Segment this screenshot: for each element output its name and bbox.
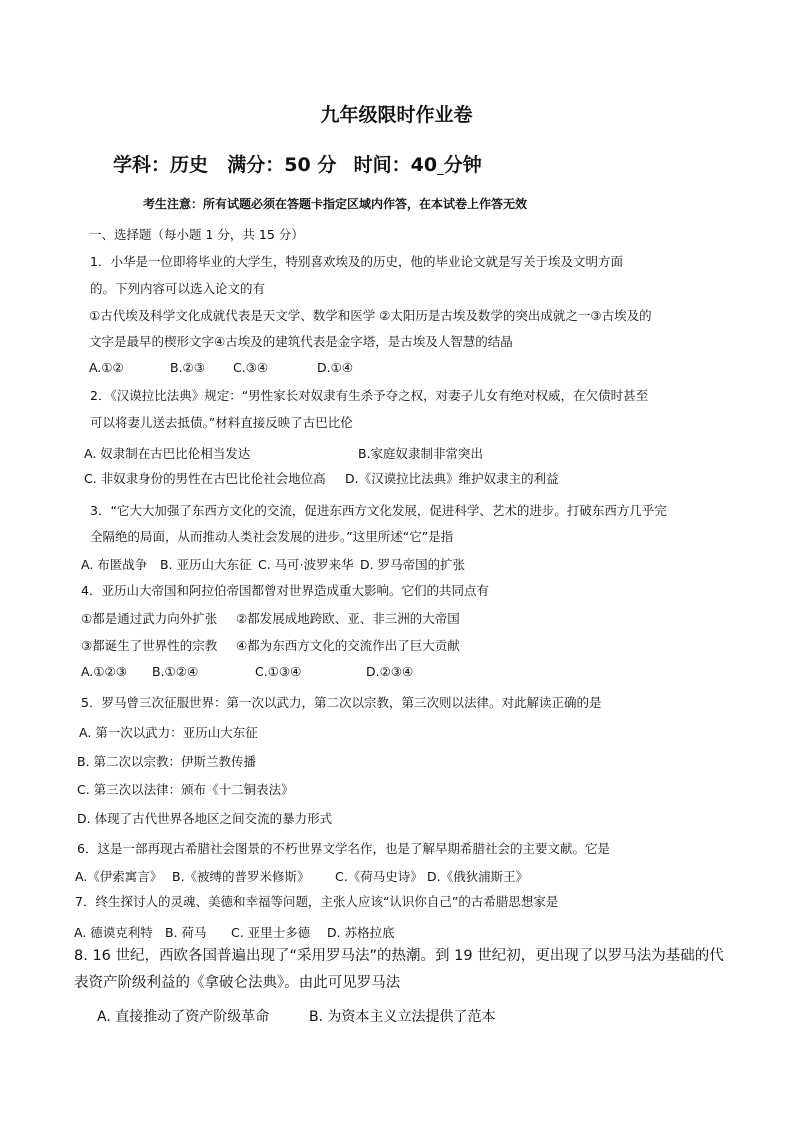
option-b[interactable]: B.①②④ (152, 664, 199, 679)
score-value: 50 (284, 154, 311, 176)
option-a[interactable]: A. 奴隶制在古巴比伦相当发达 (84, 446, 251, 461)
question-stem: 7．终生探讨人的灵魂、美德和幸福等问题，主张人应该“认识你自己”的古希腊思想家是 (75, 894, 559, 909)
option-c[interactable]: C.③④ (233, 360, 269, 375)
page-title: 九年级限时作业卷 (320, 104, 473, 126)
question-stem: 1．小华是一位即将毕业的大学生，特别喜欢埃及的历史，他的毕业论文就是写关于埃及文明方面 (90, 254, 623, 269)
time-value: 40 (410, 154, 438, 176)
option-b[interactable]: B. 亚历山大东征 (160, 557, 252, 572)
question-stem: 8. 16 世纪，西欧各国普遍出现了“采用罗马法”的热潮。到 19 世纪初，更出现了以罗马法为基础的代 (74, 948, 724, 964)
exam-notice: 考生注意：所有试题必须在答题卡指定区域内作答，在本试卷上作答无效 (143, 197, 528, 211)
score-unit: 分 (317, 154, 337, 176)
statement: ①都是通过武力向外扩张 (81, 611, 218, 626)
question-stem: 3．“它大大加强了东西方文化的交流，促进东西方文化发展，促进科学、艺术的进步。打破东西方几乎完 (90, 503, 667, 518)
statement: 文字是最早的楔形文字④古埃及的建筑代表是金字塔，是古埃及人智慧的结晶 (89, 334, 513, 349)
statement: ④都为东西方文化的交流作出了巨大贡献 (236, 638, 460, 653)
option-c[interactable]: C. 亚里士多德 (231, 925, 311, 940)
option-d[interactable]: D.《汉谟拉比法典》维护奴隶主的利益 (345, 471, 559, 486)
option-a[interactable]: A. 德谟克利特 (74, 925, 153, 940)
question-stem: 表资产阶级利益的《拿破仑法典》。由此可见罗马法 (74, 975, 401, 991)
option-d[interactable]: D. 体现了古代世界各地区之间交流的暴力形式 (77, 811, 333, 826)
option-a[interactable]: A. 直接推动了资产阶级革命 (97, 1009, 270, 1025)
question-stem: 2．《汉谟拉比法典》规定：“男性家长对奴隶有生杀予夺之权，对妻子儿女有绝对权威，在欠债时甚至 (90, 388, 649, 403)
statement: ②都发展成地跨欧、亚、非三洲的大帝国 (236, 611, 460, 626)
section-heading: 一、选择题（每小题 1 分，共 15 分） (89, 227, 304, 242)
time-unit: 分钟 (443, 154, 482, 176)
option-d[interactable]: D.《俄狄浦斯王》 (427, 869, 529, 884)
option-a[interactable]: A. 第一次以武力：亚历山大东征 (79, 725, 258, 740)
question-stem: 的。下列内容可以选入论文的有 (90, 281, 266, 296)
option-d[interactable]: D. 罗马帝国的扩张 (360, 557, 466, 572)
option-d[interactable]: D. 苏格拉底 (327, 925, 395, 940)
question-stem: 5．罗马曾三次征服世界：第一次以武力，第二次以宗教，第三次则以法律。对此解读正确的是 (81, 695, 602, 710)
question-stem: 4．亚历山大帝国和阿拉伯帝国都曾对世界造成重大影响。它们的共同点有 (81, 583, 489, 598)
statement: ③都诞生了世界性的宗教 (81, 638, 218, 653)
option-a[interactable]: A. 布匿战争 (81, 557, 148, 572)
option-b[interactable]: B.家庭奴隶制非常突出 (358, 446, 484, 461)
subject-label: 学科：历史 (113, 154, 209, 176)
score-label: 满分： (227, 154, 285, 176)
time-label: 时间： (353, 154, 411, 176)
option-c[interactable]: C.《荷马史诗》 (335, 869, 423, 884)
option-c[interactable]: C.①③④ (255, 664, 302, 679)
statement: ①古代埃及科学文化成就代表是天文学、数学和医学 ②太阳历是古埃及数学的突出成就之一③古埃及的 (89, 308, 652, 323)
option-a[interactable]: A.①② (89, 360, 124, 375)
option-b[interactable]: B. 第二次以宗教：伊斯兰教传播 (77, 754, 257, 769)
question-stem: 6．这是一部再现古希腊社会图景的不朽世界文学名作，也是了解早期希腊社会的主要文献。它是 (77, 841, 610, 856)
question-stem: 全隔绝的局面，从而推动人类社会发展的进步。”这里所述“它”是指 (90, 529, 454, 544)
option-d[interactable]: D.②③④ (366, 664, 414, 679)
option-b[interactable]: B. 荷马 (165, 925, 207, 940)
option-d[interactable]: D.①④ (317, 360, 354, 375)
time-value-underlined (411, 150, 482, 177)
option-c[interactable]: C. 非奴隶身份的男性在古巴比伦社会地位高 (84, 471, 326, 486)
option-b[interactable]: B.《被缚的普罗米修斯》 (172, 869, 310, 884)
option-a[interactable]: A.《伊索寓言》 (75, 869, 163, 884)
option-b[interactable]: B. 为资本主义立法提供了范本 (309, 1009, 496, 1025)
option-b[interactable]: B.②③ (170, 360, 205, 375)
option-c[interactable]: C. 第三次以法律：颁布《十二铜表法》 (77, 782, 294, 797)
question-stem: 可以将妻儿送去抵债。”材料直接反映了古巴比伦 (90, 415, 353, 430)
option-c[interactable]: C. 马可·波罗来华 (258, 557, 354, 572)
subject-line (113, 150, 482, 177)
option-a[interactable]: A.①②③ (81, 664, 127, 679)
